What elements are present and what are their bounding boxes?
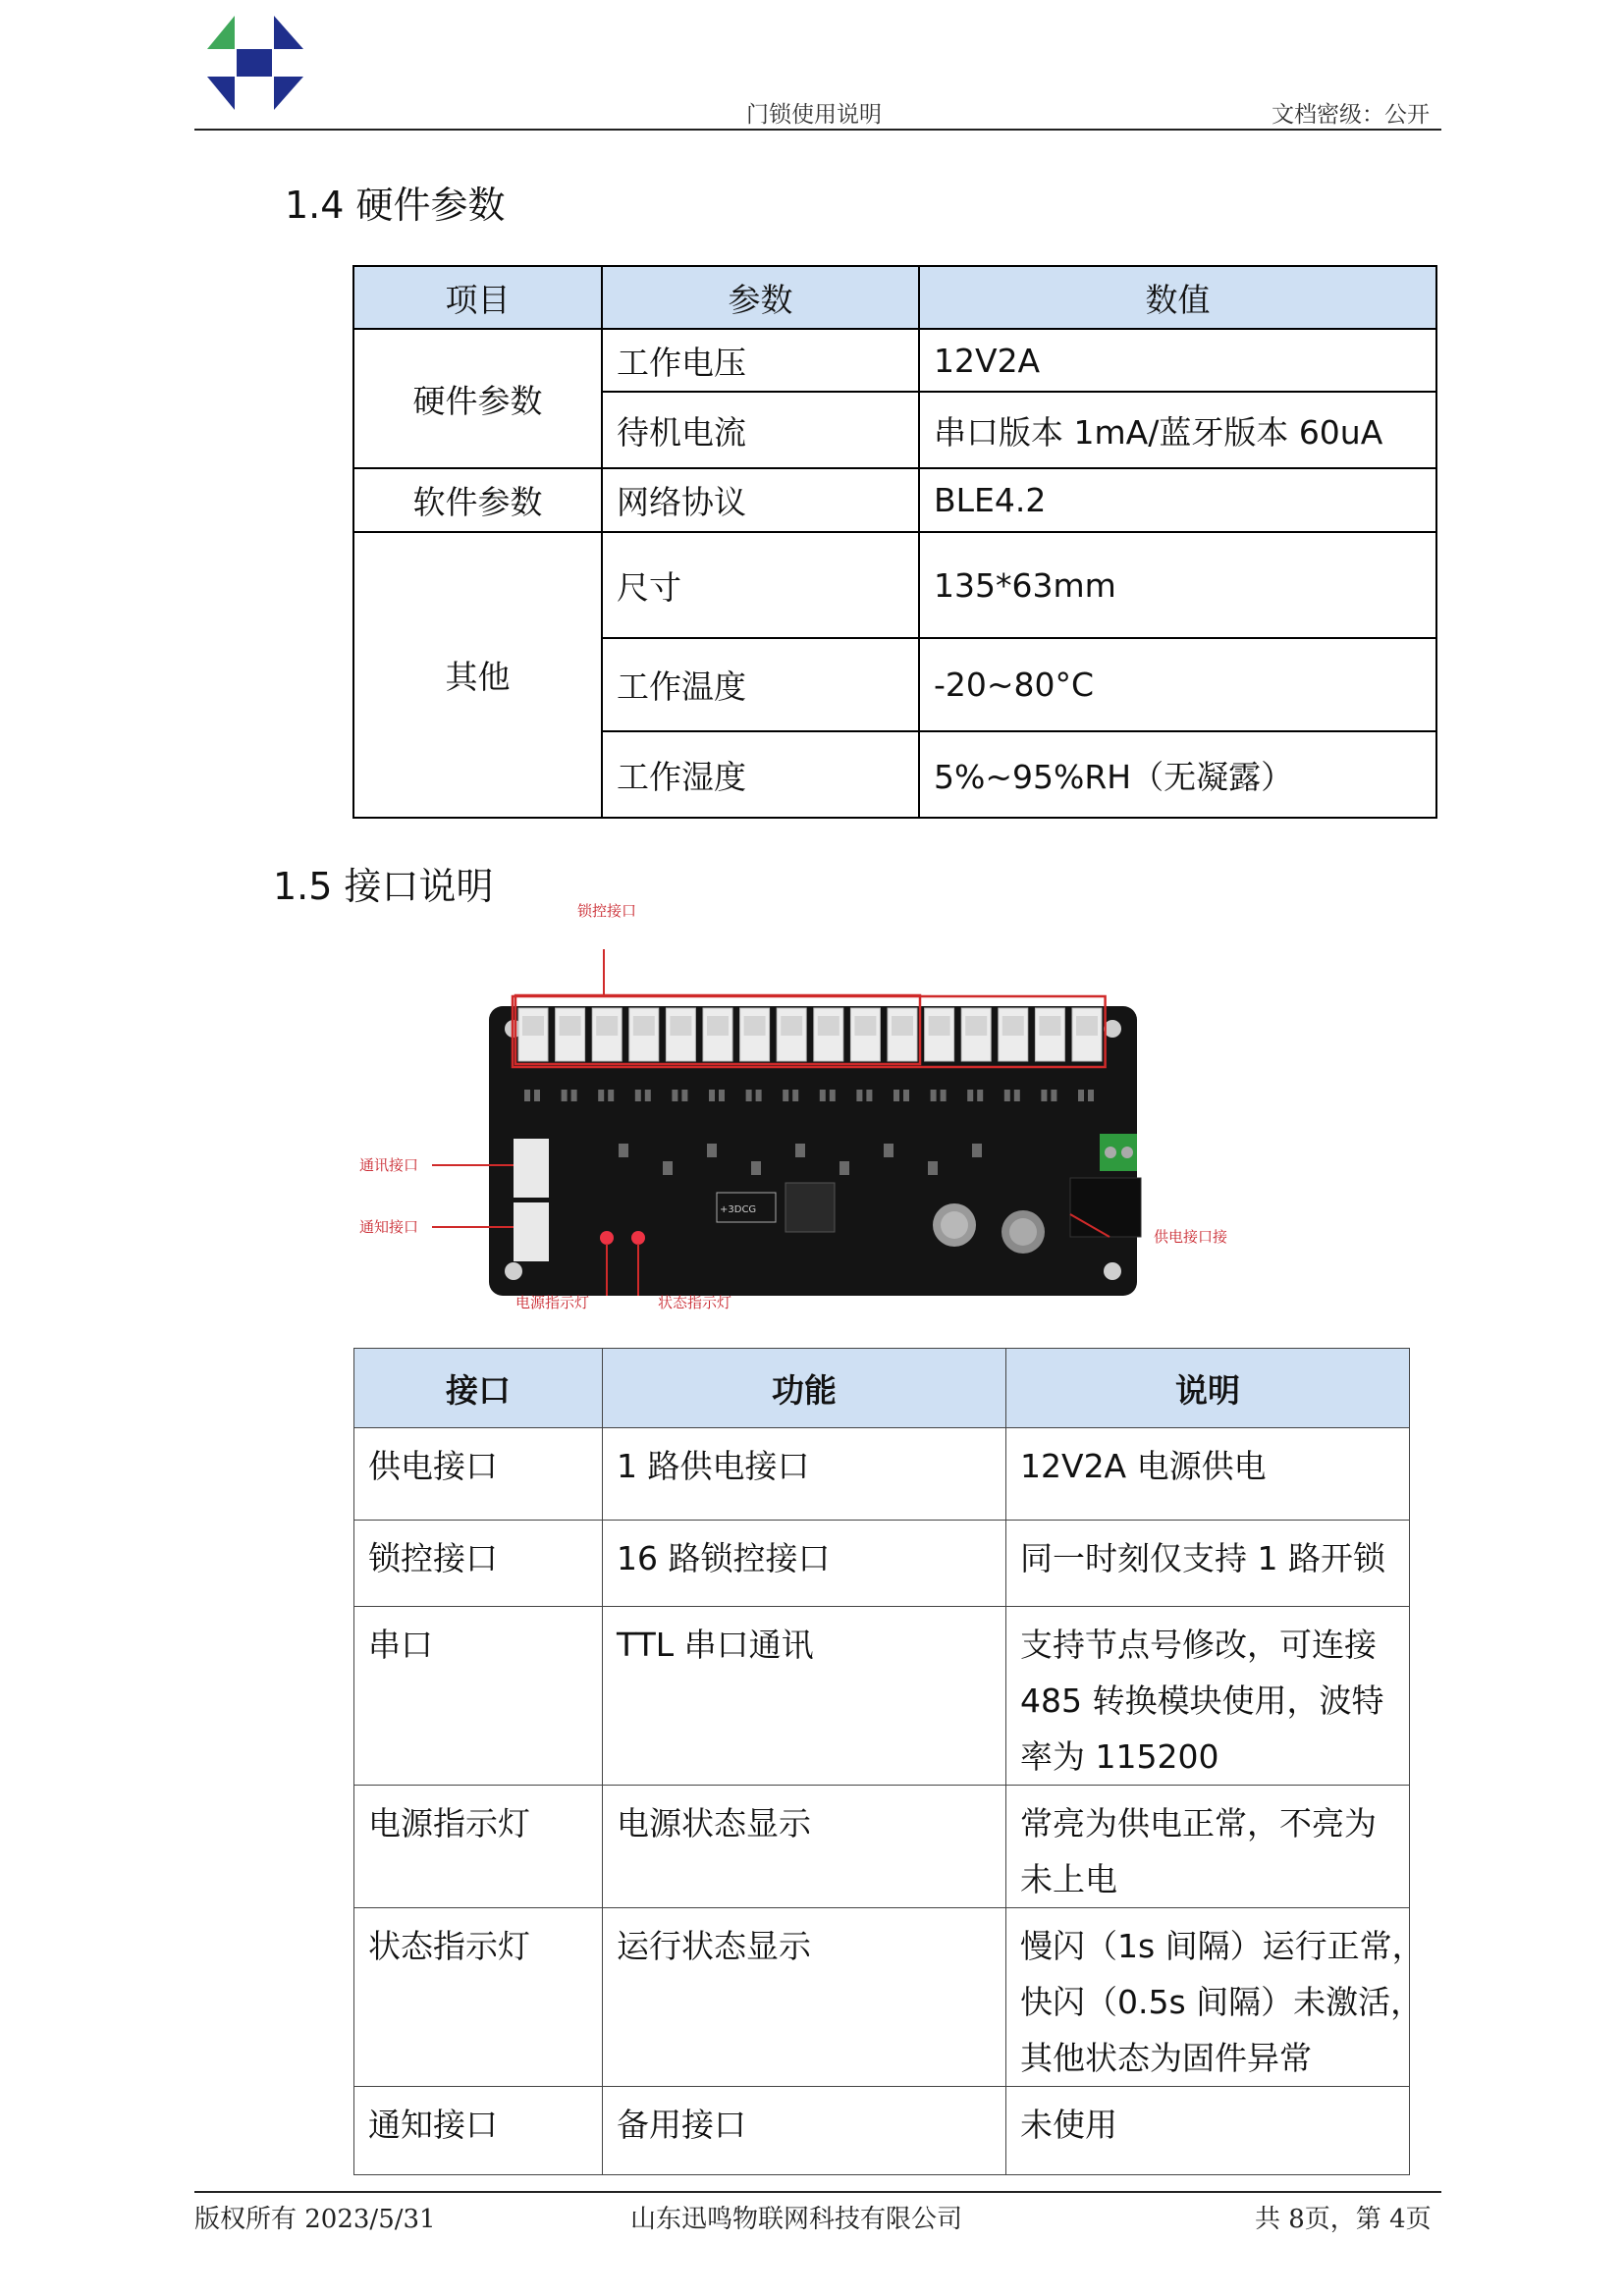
- interface-table: [353, 1348, 1425, 2175]
- param-cell: 工作湿度: [602, 731, 919, 818]
- table-row: [353, 532, 1436, 638]
- table-row: [354, 1607, 1410, 1786]
- label-power-led: 电源指示灯: [515, 1294, 590, 1311]
- interface-function: TTL 串口通讯: [603, 1607, 1006, 1786]
- interface-name: 供电接口: [354, 1428, 603, 1521]
- interface-function: 运行状态显示: [603, 1908, 1006, 2087]
- table-row: [353, 329, 1436, 392]
- table-header-row: [353, 266, 1436, 329]
- interface-desc: [1006, 1521, 1410, 1607]
- table-row: [354, 2087, 1410, 2175]
- value-cell: BLE4.2: [919, 468, 1436, 532]
- table-row: [354, 1521, 1410, 1607]
- header-rule: [194, 129, 1441, 131]
- interface-desc: [1006, 1908, 1425, 2087]
- header-doc-title: 门锁使用说明: [746, 102, 882, 128]
- desc-line: 快闪（0.5s 间隔）未激活，: [1020, 1983, 1424, 2021]
- company-logo-icon: [201, 14, 309, 112]
- footer-page-count: 共 8页，第 4页: [1255, 2205, 1432, 2234]
- interface-name: 锁控接口: [354, 1521, 603, 1607]
- label-lock-port: 锁控接口: [577, 902, 637, 920]
- section-title-hardware: 1.4 硬件参数: [285, 184, 506, 227]
- interface-name: 通知接口: [354, 2087, 603, 2175]
- desc-line: 同一时刻仅支持 1 路开锁: [1020, 1539, 1385, 1577]
- silk-text: +3DCG: [720, 1204, 757, 1215]
- col-header: 项目: [353, 266, 602, 329]
- value-cell: -20~80°C: [919, 638, 1436, 731]
- interface-function: 1 路供电接口: [603, 1428, 1006, 1521]
- group-cell: 硬件参数: [353, 329, 602, 468]
- col-header: 说明: [1006, 1349, 1410, 1428]
- desc-line: 未使用: [1020, 2106, 1117, 2144]
- interface-name: 电源指示灯: [354, 1786, 603, 1908]
- interface-desc: [1006, 1607, 1410, 1786]
- desc-line: 常亮为供电正常，不亮为: [1020, 1804, 1377, 1842]
- interface-desc: [1006, 1428, 1410, 1521]
- group-cell: 软件参数: [353, 468, 602, 532]
- param-cell: 工作电压: [602, 329, 919, 392]
- table-row: [354, 1786, 1410, 1908]
- desc-line: 485 转换模块使用，波特: [1020, 1682, 1384, 1720]
- table-row: [353, 468, 1436, 532]
- value-cell: 12V2A: [919, 329, 1436, 392]
- value-cell: 5%~95%RH（无凝露）: [919, 731, 1436, 818]
- desc-line: 未上电: [1020, 1860, 1117, 1898]
- footer-company: 山东迅鸣物联网科技有限公司: [630, 2205, 963, 2234]
- table-row: [354, 1428, 1410, 1521]
- param-cell: 网络协议: [602, 468, 919, 532]
- col-header: 参数: [602, 266, 919, 329]
- interface-function: 电源状态显示: [603, 1786, 1006, 1908]
- label-power-port: 供电接口接: [1154, 1228, 1228, 1246]
- interface-desc: [1006, 2087, 1410, 2175]
- footer-rule: [194, 2191, 1441, 2193]
- desc-line: 12V2A 电源供电: [1020, 1447, 1267, 1485]
- interface-function: 备用接口: [603, 2087, 1006, 2175]
- desc-line: 率为 115200: [1020, 1737, 1219, 1776]
- table-row: [354, 1908, 1410, 2087]
- label-notify-port: 通知接口: [359, 1218, 419, 1236]
- param-cell: 尺寸: [602, 532, 919, 638]
- header-classification: 文档密级：公开: [1272, 102, 1430, 128]
- desc-line: 其他状态为固件异常: [1020, 2039, 1312, 2077]
- value-cell: 135*63mm: [919, 532, 1436, 638]
- interface-name: 串口: [354, 1607, 603, 1786]
- col-header: 接口: [354, 1349, 603, 1428]
- label-comm-port: 通讯接口: [359, 1156, 419, 1174]
- desc-line: 慢闪（1s 间隔）运行正常，: [1020, 1927, 1425, 1965]
- col-header: 数值: [919, 266, 1436, 329]
- interface-function: 16 路锁控接口: [603, 1521, 1006, 1607]
- board-photo: [353, 898, 1257, 1320]
- interface-desc: [1006, 1786, 1410, 1908]
- table-header-row: [354, 1349, 1410, 1428]
- section-title-interface: 1.5 接口说明: [273, 865, 494, 908]
- desc-line: 支持节点号修改，可连接: [1020, 1626, 1377, 1664]
- hardware-params-table: [352, 265, 1437, 819]
- param-cell: 工作温度: [602, 638, 919, 731]
- col-header: 功能: [603, 1349, 1006, 1428]
- param-cell: 待机电流: [602, 392, 919, 468]
- group-cell: 其他: [353, 532, 602, 818]
- interface-name: 状态指示灯: [354, 1908, 603, 2087]
- label-status-led: 状态指示灯: [658, 1294, 732, 1311]
- footer-copyright: 版权所有 2023/5/31: [194, 2205, 436, 2234]
- value-cell: 串口版本 1mA/蓝牙版本 60uA: [919, 392, 1436, 468]
